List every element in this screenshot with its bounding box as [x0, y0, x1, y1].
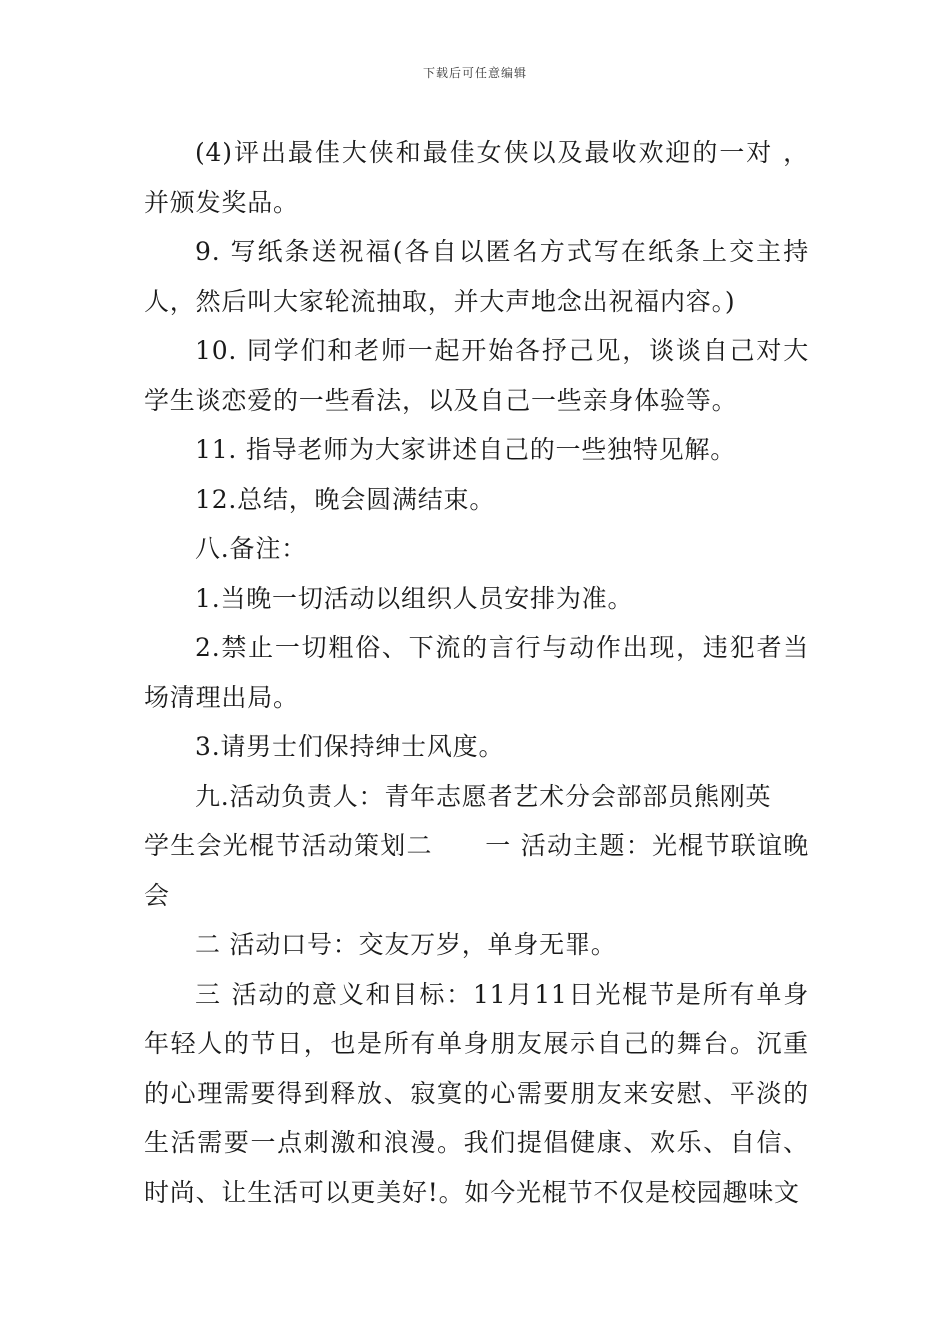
- plan-two-meaning: 三 活动的意义和目标：11月11日光棍节是所有单身年轻人的节日，也是所有单身朋友展示自己的舞台。沉重的心理需要得到释放、寂寞的心需要朋友来安慰、平淡的生活需要一点刺激和浪漫。我们提倡健康、欢乐、自信、时尚、让生活可以更美好!。如今光棍节不仅是校园趣味文: [144, 979, 809, 1207]
- plan-two-slogan: 二 活动口号：交友万岁，单身无罪。: [195, 930, 617, 959]
- document-body: [144, 128, 809, 1217]
- paragraph-award: (4)评出最佳大侠和最佳女侠以及最收欢迎的一对 ，并颁发奖品。: [144, 138, 809, 217]
- paragraph-item-9: 9. 写纸条送祝福(各自以匿名方式写在纸条上交主持人，然后叫大家轮流抽取，并大声地念出祝福内容。): [144, 237, 809, 316]
- section-heading-person-in-charge: 九.活动负责人：青年志愿者艺术分会部部员熊刚英: [195, 781, 772, 811]
- plan-two-heading: 学生会光棍节活动策划二 一 活动主题：光棍节联谊晚会: [144, 831, 809, 910]
- remark-item-2: 2.禁止一切粗俗、下流的言行与动作出现，违犯者当场清理出局。: [144, 633, 809, 712]
- remark-item-3: 3.请男士们保持绅士风度。: [195, 732, 505, 761]
- section-heading-remarks: 八.备注：: [195, 534, 307, 563]
- paragraph-item-11: 11. 指导老师为大家讲述自己的一些独特见解。: [195, 435, 737, 464]
- paragraph-item-12: 12.总结，晚会圆满结束。: [195, 484, 496, 514]
- paragraph-item-10: 10. 同学们和老师一起开始各抒己见，谈谈自己对大学生谈恋爱的一些看法，以及自己一些亲身体验等。: [144, 336, 809, 415]
- page-header-note: 下载后可任意编辑: [422, 66, 527, 80]
- remark-item-1: 1.当晚一切活动以组织人员安排为准。: [195, 583, 634, 613]
